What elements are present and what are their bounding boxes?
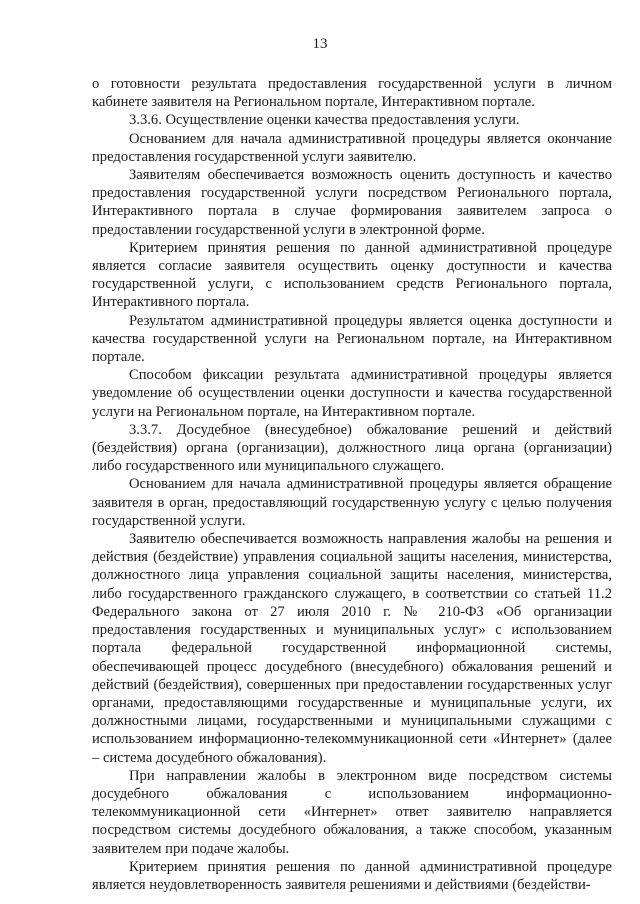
- paragraph: о готовности результата предоставления государственной услуги в личном кабинете заявителя на Региональном портале, Интерактивном портале.: [92, 76, 612, 111]
- section-heading-3-3-6: 3.3.6. Осуществление оценки качества предоставления услуги.: [129, 112, 520, 129]
- paragraph: Способом фиксации результата административной процедуры является уведомление об осуществлении оценки доступности и качества государственной услуги на Региональном портале, на Интерактивном портале.: [92, 367, 612, 420]
- document-body: [92, 75, 612, 894]
- paragraph: Критерием принятия решения по данной административной процедуре является согласие заявителя осуществить оценку доступности и качества государственной услуги, с использованием средств Регионального портала, Интерактивного портала.: [92, 239, 612, 311]
- paragraph: Заявителю обеспечивается возможность направления жалобы на решения и действия (бездействие) управления социальной защиты населения, министерства, должностного лица управления социальной защиты населения, министерства, либо государственного гражданского служащего, в соответствии со статьей 11.2 Федерального закона от 27 июля 2010 г. № 210-ФЗ «Об организации предоставления государственных и муниципальных услуг» с использованием портала федеральной государственной информационной системы, обеспечивающей процесс досудебного (внесудебного) обжалования решений и действий (бездействия), совершенных при предоставлении государственных услуг органами, предоставляющими государственные и муниципальные услуги, их должностными лицами, государственными и муниципальными служащими с использованием информационно-телекоммуникационной сети «Интернет» (далее – система досудебного обжалования).: [92, 531, 612, 766]
- paragraph: Заявителям обеспечивается возможность оценить доступность и качество предоставления государственной услуги посредством Регионального портала, Интерактивного портала в случае формирования заявителем запроса о предоставлении государственной услуги в электронной форме.: [92, 167, 612, 238]
- section-heading-3-3-7: 3.3.7. Досудебное (внесудебное) обжалование решений и действий (бездействия) органа (организации), должностного лица органа (организации) либо государственного или муниципального служащего.: [92, 421, 612, 475]
- paragraph: Критерием принятия решения по данной административной процедуре является неудовлетворенность заявителя решениями и действиями (бездействи-: [92, 858, 612, 893]
- paragraph: Основанием для начала административной процедуры является окончание предоставления государственной услуги заявителю.: [92, 130, 612, 165]
- page-number: 13: [312, 36, 328, 52]
- paragraph: Основанием для начала административной процедуры является обращение заявителя в орган, предоставляющий государственную услугу с целью получения государственной услуги.: [92, 476, 612, 529]
- paragraph: При направлении жалобы в электронном виде посредством системы досудебного обжалования с использованием информационно-телекоммуникационной сети «Интернет» ответ заявителю направляется посредством системы досудебного обжалования, а также способом, указанным заявителем при подаче жалобы.: [92, 767, 612, 857]
- paragraph: Результатом административной процедуры является оценка доступности и качества государственной услуги на Региональном портале, на Интерактивном портале.: [92, 312, 612, 366]
